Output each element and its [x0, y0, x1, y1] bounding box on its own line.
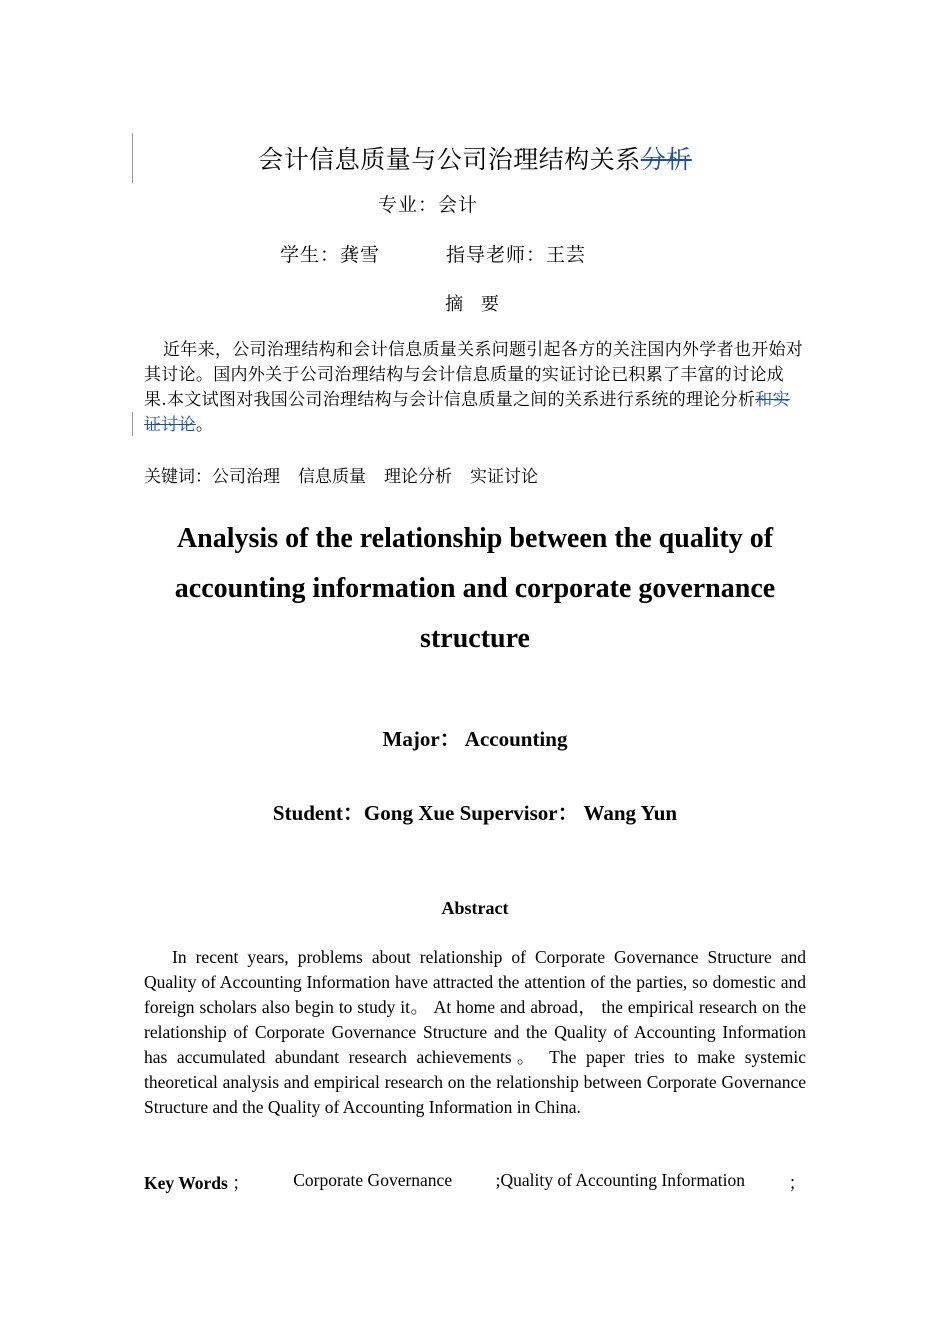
- chinese-abstract-text: 近年来，公司治理结构和会计信息质量关系问题引起各方的关注国内外学者也开始对其讨论。国内外关于公司治理结构与会计信息质量的实证讨论已积累了丰富的讨论成果.本文试图对我国公司治理结构与会计信息质量之间的关系进行系统的理论分析: [144, 340, 804, 410]
- english-keywords-separator: ；: [232, 1173, 250, 1193]
- english-major: Major： Accounting: [382, 727, 568, 751]
- revision-bar-abstract: [132, 412, 133, 436]
- english-keywords: [144, 1170, 806, 1195]
- chinese-keyword: 信息质量: [298, 467, 366, 487]
- english-keyword: Corporate Governance: [293, 1170, 453, 1190]
- chinese-abstract-deleted: 和实证讨论: [144, 390, 790, 435]
- chinese-supervisor: 指导老师：王芸: [446, 244, 587, 266]
- chinese-keyword: 实证讨论: [470, 467, 538, 487]
- chinese-keywords-label: 关键词：: [144, 467, 212, 487]
- english-title: Analysis of the relationship between the quality of accounting information and corporate governance structure: [174, 523, 776, 654]
- chinese-abstract-heading: 摘 要: [445, 294, 505, 315]
- english-keywords-label: Key Words: [144, 1173, 228, 1193]
- chinese-title-revision: 分析: [640, 145, 692, 174]
- english-abstract-heading: Abstract: [441, 898, 509, 918]
- chinese-keywords: [144, 462, 556, 487]
- chinese-student: 学生：龚雪: [280, 244, 381, 266]
- chinese-abstract: [144, 338, 806, 438]
- english-abstract: [144, 945, 806, 1120]
- english-keyword: ;Quality of Accounting Information: [495, 1170, 745, 1190]
- chinese-title-main: 会计信息质量与公司治理结构关系: [258, 145, 641, 174]
- chinese-abstract-end: 。: [195, 415, 214, 435]
- chinese-major: 专业：会计: [378, 194, 479, 216]
- english-abstract-text: In recent years, problems about relationship of Corporate Governance Structure and Quality of Accounting Information have attracted the attention of the parties, so domestic and foreign scholars also begin to study it。 At home and abroad， the empirical research on the relationship of Corporate Governance Structure and the Quality of Accounting Information has accumulated abundant research achievements。 The paper tries to make systemic theoretical analysis and empirical research on the relationship between Corporate Governance Structure and the Quality of Accounting Information in China.: [144, 947, 806, 1117]
- english-student-supervisor: Student：Gong Xue Supervisor： Wang Yun: [272, 801, 678, 825]
- chinese-keyword: 理论分析: [384, 467, 452, 487]
- chinese-title: [0, 140, 950, 176]
- english-keywords-tail: ；: [788, 1173, 806, 1193]
- chinese-keyword: 公司治理: [212, 467, 280, 487]
